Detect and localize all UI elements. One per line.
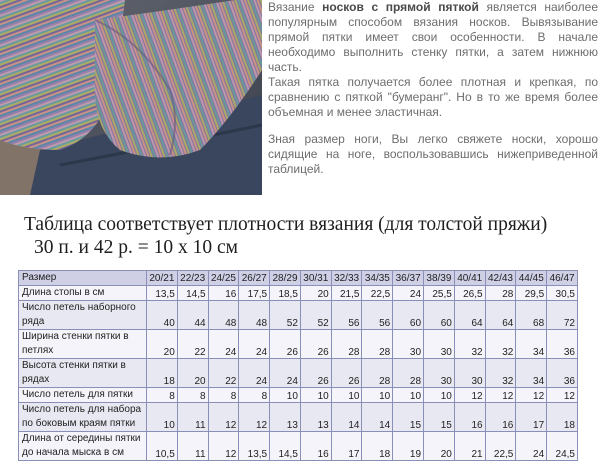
value-cell: 22,5: [485, 432, 516, 461]
value-cell: 28: [393, 359, 424, 388]
value-cell: 12: [516, 388, 547, 403]
value-cell: 56: [362, 301, 393, 330]
size-header-cell: 40/41: [454, 271, 485, 286]
sock-heel-photo: [0, 0, 262, 195]
value-cell: 10: [393, 388, 424, 403]
value-cell: 8: [147, 388, 178, 403]
value-cell: 14,5: [177, 286, 208, 301]
value-cell: 20: [177, 359, 208, 388]
size-header-cell: 26/27: [239, 271, 270, 286]
value-cell: 22,5: [362, 286, 393, 301]
value-cell: 32: [454, 330, 485, 359]
value-cell: 30: [424, 359, 455, 388]
row-label-cell: Число петель для набора по боковым краям пятки: [19, 403, 147, 432]
value-cell: 48: [208, 301, 239, 330]
value-cell: 13: [270, 403, 301, 432]
value-cell: 28: [331, 330, 362, 359]
size-header-cell: 38/39: [424, 271, 455, 286]
value-cell: 26,5: [454, 286, 485, 301]
value-cell: 19: [393, 432, 424, 461]
value-cell: 20: [300, 286, 331, 301]
size-header-cell: 32/33: [331, 271, 362, 286]
value-cell: 12: [208, 432, 239, 461]
row-label-cell: Длина от середины пятки до начала мыска в см: [19, 432, 147, 461]
value-cell: 24: [516, 432, 547, 461]
value-cell: 16: [208, 286, 239, 301]
value-cell: 28: [485, 286, 516, 301]
row-label-cell: Высота стенки пятки в рядах: [19, 359, 147, 388]
intro-paragraph-2: Такая пятка получается более плотная и крепкая, по сравнению с пяткой "бумеранг". Но в то же время более объемная и менее эластичная.: [268, 75, 598, 119]
value-cell: 11: [177, 432, 208, 461]
table-header-row: [19, 271, 578, 286]
value-cell: 40: [147, 301, 178, 330]
value-cell: 20: [147, 330, 178, 359]
value-cell: 10: [300, 388, 331, 403]
table-row: [19, 286, 578, 301]
intro-paragraph-3: Зная размер ноги, Вы легко свяжете носки, хорошо сидящие на ноге, воспользовавшись нижеприведенной таблицей.: [268, 132, 598, 176]
value-cell: 11: [177, 403, 208, 432]
value-cell: 56: [331, 301, 362, 330]
size-header-cell: 36/37: [393, 271, 424, 286]
value-cell: 18,5: [270, 286, 301, 301]
value-cell: 32: [485, 359, 516, 388]
size-header-cell: 24/25: [208, 271, 239, 286]
row-label-cell: Число петель наборного ряда: [19, 301, 147, 330]
value-cell: 12: [239, 403, 270, 432]
value-cell: 15: [393, 403, 424, 432]
value-cell: 24: [239, 330, 270, 359]
value-cell: 26: [300, 330, 331, 359]
value-cell: 22: [208, 359, 239, 388]
row-label-cell: Число петель для пятки: [19, 388, 147, 403]
value-cell: 60: [424, 301, 455, 330]
value-cell: 24: [270, 359, 301, 388]
value-cell: 30: [424, 330, 455, 359]
value-cell: 32: [485, 330, 516, 359]
value-cell: 29,5: [516, 286, 547, 301]
size-header-cell: 20/21: [147, 271, 178, 286]
value-cell: 30: [454, 359, 485, 388]
table-row: [19, 432, 578, 461]
value-cell: 17: [516, 403, 547, 432]
value-cell: 16: [485, 403, 516, 432]
value-cell: 22: [177, 330, 208, 359]
size-header-cell: 34/35: [362, 271, 393, 286]
value-cell: 64: [485, 301, 516, 330]
size-header-cell: 28/29: [270, 271, 301, 286]
gauge-caption: 30 п. и 42 р. = 10 х 10 см: [34, 237, 238, 258]
value-cell: 12: [547, 388, 578, 403]
value-cell: 10: [331, 388, 362, 403]
table-row: [19, 359, 578, 388]
value-cell: 14: [362, 403, 393, 432]
value-cell: 10: [424, 388, 455, 403]
value-cell: 17: [331, 432, 362, 461]
value-cell: 24: [239, 359, 270, 388]
sock-size-table: [18, 270, 578, 461]
value-cell: 36: [547, 359, 578, 388]
value-cell: 10: [362, 388, 393, 403]
value-cell: 17,5: [239, 286, 270, 301]
size-header-cell: 46/47: [547, 271, 578, 286]
value-cell: 34: [516, 359, 547, 388]
value-cell: 24,5: [547, 432, 578, 461]
value-cell: 14: [331, 403, 362, 432]
value-cell: 28: [362, 330, 393, 359]
table-row: [19, 301, 578, 330]
value-cell: 21: [454, 432, 485, 461]
value-cell: 18: [547, 403, 578, 432]
value-cell: 15: [424, 403, 455, 432]
value-cell: 60: [393, 301, 424, 330]
header-label-cell: Размер: [19, 271, 147, 286]
size-header-cell: 42/43: [485, 271, 516, 286]
size-header-cell: 30/31: [300, 271, 331, 286]
size-header-cell: 22/23: [177, 271, 208, 286]
value-cell: 30,5: [547, 286, 578, 301]
size-header-cell: 44/45: [516, 271, 547, 286]
value-cell: 12: [454, 388, 485, 403]
value-cell: 18: [147, 359, 178, 388]
value-cell: 16: [300, 432, 331, 461]
value-cell: 28: [362, 359, 393, 388]
value-cell: 52: [270, 301, 301, 330]
value-cell: 21,5: [331, 286, 362, 301]
value-cell: 68: [516, 301, 547, 330]
table-row: [19, 403, 578, 432]
value-cell: 8: [239, 388, 270, 403]
value-cell: 8: [177, 388, 208, 403]
value-cell: 12: [485, 388, 516, 403]
value-cell: 48: [239, 301, 270, 330]
intro-text: [268, 0, 598, 177]
value-cell: 30: [393, 330, 424, 359]
value-cell: 72: [547, 301, 578, 330]
table-row: [19, 330, 578, 359]
row-label-cell: Ширина стенки пятки в петлях: [19, 330, 147, 359]
table-caption: Таблица соответствует плотности вязания (для толстой пряжи): [24, 214, 548, 235]
value-cell: 64: [454, 301, 485, 330]
row-label-cell: Длина стопы в см: [19, 286, 147, 301]
value-cell: 20: [424, 432, 455, 461]
intro-paragraph-1: Вязание носков с прямой пяткой является наиболее популярным способом вязания носков. Вывязывание прямой пятки имеет свои особенности. В начале необходимо выполнить стенку пятки, а затем нижнюю часть.: [268, 0, 598, 74]
value-cell: 26: [331, 359, 362, 388]
value-cell: 24: [393, 286, 424, 301]
value-cell: 13: [300, 403, 331, 432]
value-cell: 25,5: [424, 286, 455, 301]
table-row: [19, 388, 578, 403]
value-cell: 26: [300, 359, 331, 388]
value-cell: 52: [300, 301, 331, 330]
value-cell: 14,5: [270, 432, 301, 461]
value-cell: 44: [177, 301, 208, 330]
value-cell: 12: [208, 403, 239, 432]
value-cell: 26: [270, 330, 301, 359]
value-cell: 10: [147, 403, 178, 432]
value-cell: 24: [208, 330, 239, 359]
value-cell: 10: [270, 388, 301, 403]
value-cell: 16: [454, 403, 485, 432]
value-cell: 13,5: [239, 432, 270, 461]
value-cell: 10,5: [147, 432, 178, 461]
intro-bold-term: носков с прямой пяткой: [322, 0, 479, 14]
value-cell: 36: [547, 330, 578, 359]
value-cell: 34: [516, 330, 547, 359]
value-cell: 13,5: [147, 286, 178, 301]
value-cell: 18: [362, 432, 393, 461]
value-cell: 8: [208, 388, 239, 403]
